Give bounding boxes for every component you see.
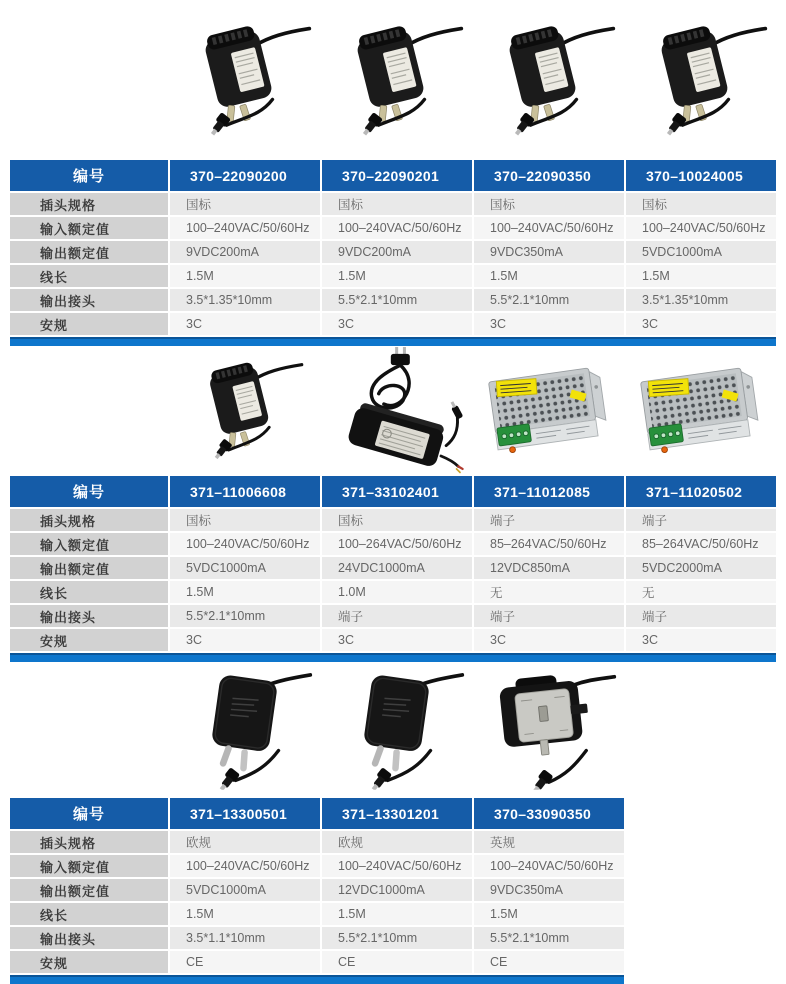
photo-slot [624, 365, 776, 457]
enclosed-metal-psu-photo [480, 365, 616, 457]
spec-cell: 无 [626, 581, 776, 603]
photo-slot [624, 22, 776, 140]
spec-cell: 85–264VAC/50/60Hz [626, 533, 776, 555]
spec-cell: 3.5*1.35*10mm [626, 289, 776, 311]
table-row [10, 581, 776, 603]
row-label: 安规 [10, 629, 168, 651]
row-label: 安规 [10, 313, 168, 335]
table-row [10, 879, 624, 901]
spec-cell: 3C [322, 313, 472, 335]
row-label: 插头规格 [10, 831, 168, 853]
spec-cell: 端子 [626, 605, 776, 627]
spec-cell: 3C [626, 629, 776, 651]
photo-slot [168, 22, 320, 140]
header-label-cell: 编号 [10, 476, 168, 507]
cn-wall-adapter-photo [175, 22, 313, 140]
spec-table-3 [10, 798, 624, 984]
spec-cell: 3C [474, 313, 624, 335]
spec-table-2 [10, 476, 776, 662]
product-id: 370–10024005 [626, 160, 776, 191]
spec-cell: 3C [322, 629, 472, 651]
photo-slot [320, 670, 472, 790]
spec-cell: 100–240VAC/50/60Hz [474, 855, 624, 877]
table-bottom-divider [10, 653, 776, 662]
spec-cell: 3.5*1.35*10mm [170, 289, 320, 311]
spec-cell: 1.5M [170, 581, 320, 603]
spec-cell: 9VDC200mA [322, 241, 472, 263]
table-row [10, 241, 776, 263]
spec-cell: 100–240VAC/50/60Hz [322, 855, 472, 877]
spec-table-1 [10, 160, 776, 346]
table-row [10, 509, 776, 531]
spec-cell: 5VDC1000mA [626, 241, 776, 263]
table-header-row [10, 160, 776, 191]
eu-wall-adapter-photo [326, 670, 466, 790]
spec-cell: 1.5M [322, 265, 472, 287]
spec-cell: 9VDC350mA [474, 241, 624, 263]
spec-cell: 3C [170, 629, 320, 651]
product-photo-band-1 [168, 2, 786, 160]
spec-cell: 英规 [474, 831, 624, 853]
enclosed-metal-psu-photo [632, 365, 768, 457]
spec-cell: 3C [626, 313, 776, 335]
row-label: 输入额定值 [10, 855, 168, 877]
table-bottom-divider [10, 975, 624, 984]
photo-slot [320, 347, 472, 475]
spec-cell: 9VDC200mA [170, 241, 320, 263]
row-label: 安规 [10, 951, 168, 973]
header-label-cell: 编号 [10, 160, 168, 191]
spec-cell: 24VDC1000mA [322, 557, 472, 579]
row-label: 插头规格 [10, 509, 168, 531]
spec-cell: 欧规 [170, 831, 320, 853]
product-id: 370–33090350 [474, 798, 624, 829]
row-label: 输出接头 [10, 927, 168, 949]
spec-cell: 100–240VAC/50/60Hz [626, 217, 776, 239]
spec-cell: 5.5*2.1*10mm [474, 927, 624, 949]
spec-cell: 国标 [626, 193, 776, 215]
spec-cell: 1.5M [170, 903, 320, 925]
product-id: 371–33102401 [322, 476, 472, 507]
product-id: 371–11006608 [170, 476, 320, 507]
spec-cell: 9VDC350mA [474, 879, 624, 901]
table-row [10, 533, 776, 555]
spec-cell: 端子 [474, 605, 624, 627]
product-photo-band-2 [168, 346, 786, 476]
product-id: 371–11020502 [626, 476, 776, 507]
table-row [10, 265, 776, 287]
spec-cell: 1.5M [322, 903, 472, 925]
spec-cell: 1.5M [626, 265, 776, 287]
spec-cell: 3.5*1.1*10mm [170, 927, 320, 949]
table-row [10, 855, 624, 877]
photo-slot [472, 22, 624, 140]
product-id: 370–22090201 [322, 160, 472, 191]
spec-cell: 12VDC850mA [474, 557, 624, 579]
photo-slot [472, 670, 624, 790]
table-row [10, 557, 776, 579]
cn-wall-adapter-photo [327, 22, 465, 140]
spec-cell: 国标 [170, 509, 320, 531]
product-id: 370–22090200 [170, 160, 320, 191]
uk-wall-adapter-photo [478, 670, 618, 790]
spec-cell: 国标 [170, 193, 320, 215]
spec-cell: 5VDC2000mA [626, 557, 776, 579]
cn-wall-adapter-photo [479, 22, 617, 140]
spec-cell: 3C [474, 629, 624, 651]
spec-cell: 端子 [474, 509, 624, 531]
spec-cell: 85–264VAC/50/60Hz [474, 533, 624, 555]
table-row [10, 831, 624, 853]
table-row [10, 605, 776, 627]
spec-cell: 100–240VAC/50/60Hz [170, 533, 320, 555]
spec-cell: 欧规 [322, 831, 472, 853]
spec-cell: 5.5*2.1*10mm [322, 927, 472, 949]
row-label: 输出额定值 [10, 557, 168, 579]
table-header-row [10, 476, 776, 507]
product-id: 371–13300501 [170, 798, 320, 829]
product-id: 371–11012085 [474, 476, 624, 507]
header-label-cell: 编号 [10, 798, 168, 829]
spec-cell: 100–240VAC/50/60Hz [474, 217, 624, 239]
spec-cell: CE [322, 951, 472, 973]
row-label: 输入额定值 [10, 217, 168, 239]
table-row [10, 903, 624, 925]
table-row [10, 289, 776, 311]
row-label: 线长 [10, 581, 168, 603]
spec-cell: 3C [170, 313, 320, 335]
photo-slot [168, 670, 320, 790]
spec-cell: 1.5M [474, 903, 624, 925]
spec-cell: 1.5M [474, 265, 624, 287]
spec-cell: 5.5*2.1*10mm [474, 289, 624, 311]
spec-cell: 国标 [322, 509, 472, 531]
table-header-row [10, 798, 624, 829]
spec-cell: 端子 [322, 605, 472, 627]
spec-cell: 5.5*2.1*10mm [170, 605, 320, 627]
spec-cell: 5VDC1000mA [170, 557, 320, 579]
table-row [10, 629, 776, 651]
table-row [10, 217, 776, 239]
product-id: 371–13301201 [322, 798, 472, 829]
photo-slot [168, 359, 320, 463]
spec-cell: CE [170, 951, 320, 973]
table-bottom-divider [10, 337, 776, 346]
row-label: 输入额定值 [10, 533, 168, 555]
table-row [10, 951, 624, 973]
spec-cell: 5VDC1000mA [170, 879, 320, 901]
spec-cell: 100–240VAC/50/60Hz [322, 217, 472, 239]
spec-cell: 1.5M [170, 265, 320, 287]
spec-cell: 5.5*2.1*10mm [322, 289, 472, 311]
cn-wall-adapter-photo [631, 22, 769, 140]
row-label: 输出额定值 [10, 879, 168, 901]
spec-cell: 100–240VAC/50/60Hz [170, 217, 320, 239]
photo-slot [472, 365, 624, 457]
spec-cell: 1.0M [322, 581, 472, 603]
row-label: 输出接头 [10, 289, 168, 311]
table-row [10, 193, 776, 215]
row-label: 输出额定值 [10, 241, 168, 263]
row-label: 输出接头 [10, 605, 168, 627]
row-label: 线长 [10, 265, 168, 287]
spec-cell: 无 [474, 581, 624, 603]
spec-cell: 100–264VAC/50/60Hz [322, 533, 472, 555]
table-row [10, 313, 776, 335]
product-id: 370–22090350 [474, 160, 624, 191]
spec-cell: 国标 [474, 193, 624, 215]
spec-cell: 端子 [626, 509, 776, 531]
row-label: 线长 [10, 903, 168, 925]
eu-wall-adapter-photo [174, 670, 314, 790]
photo-slot [320, 22, 472, 140]
spec-cell: 100–240VAC/50/60Hz [170, 855, 320, 877]
row-label: 插头规格 [10, 193, 168, 215]
spec-cell: CE [474, 951, 624, 973]
product-photo-band-3 [168, 662, 786, 798]
desktop-power-adapter-photo [323, 347, 469, 475]
spec-cell: 国标 [322, 193, 472, 215]
spec-cell: 12VDC1000mA [322, 879, 472, 901]
cn-wall-adapter-photo [183, 359, 305, 463]
table-row [10, 927, 624, 949]
